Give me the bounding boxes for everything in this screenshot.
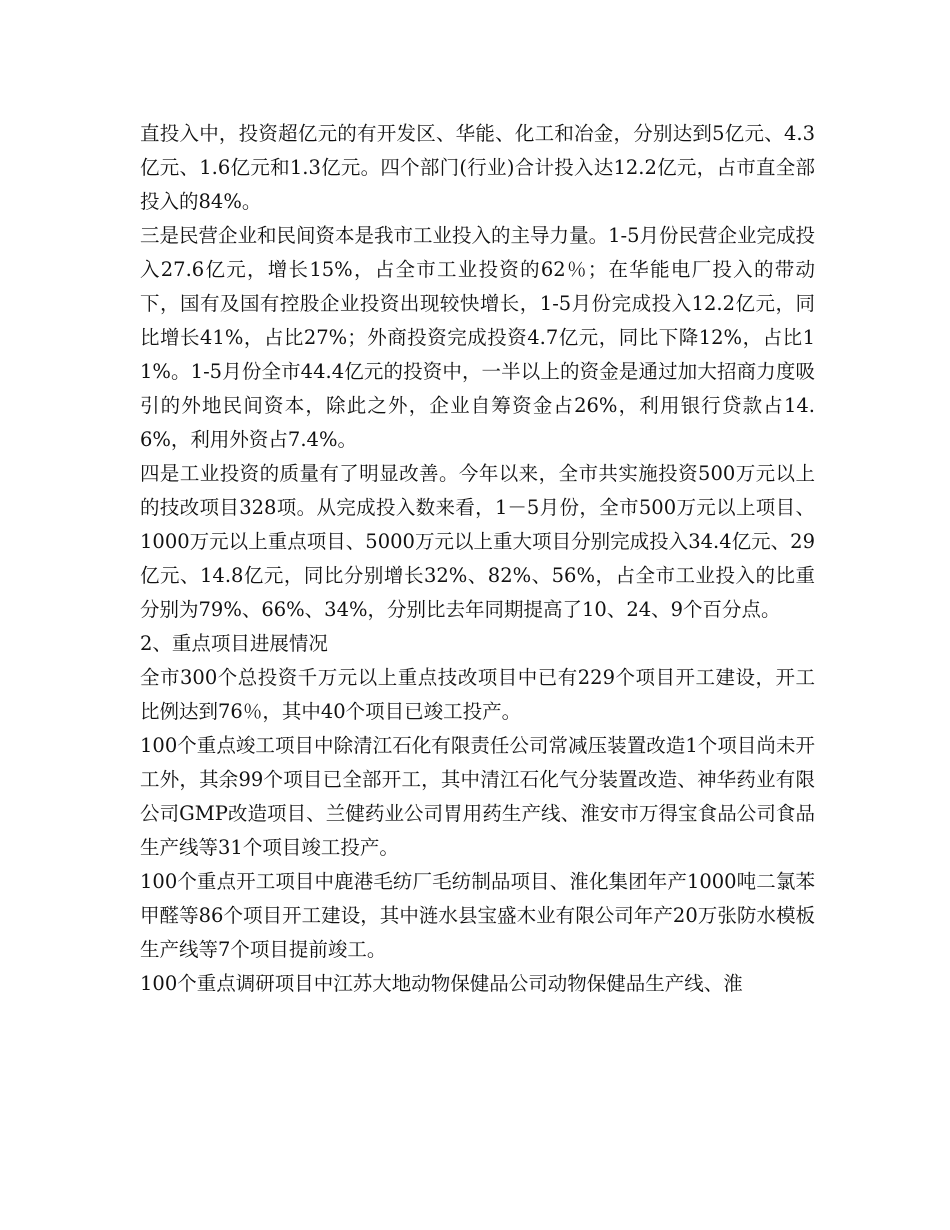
paragraph-private-enterprise: 三是民营企业和民间资本是我市工业投入的主导力量。1-5月份民营企业完成投入27.6亿元，增长15%，占全市工业投资的62％；在华能电厂投入的带动下，国有及国有控股企业投资出现较快增长，1-5月份完成投入12.2亿元，同比增长41%，占比27%；外商投资完成投资4.7亿元，同比下降12%，占比11%。1-5月份全市44.4亿元的投资中，一半以上的资金是通过加大招商力度吸引的外地民间资本，除此之外，企业自筹资金占26%，利用银行贷款占14.6%，利用外资占7.4%。 (140, 224, 815, 451)
document-body (140, 117, 815, 1001)
paragraph-investment-quality: 四是工业投资的质量有了明显改善。今年以来，全市共实施投资500万元以上的技改项目328项。从完成投入数来看，1－5月份，全市500万元以上项目、1000万元以上重点项目、5000万元以上重大项目分别完成投入34.4亿元、29亿元、14.8亿元，同比分别增长32%、82%、56%，占全市工业投入的比重分别为79%、66%、34%，分别比去年同期提高了10、24、9个百分点。 (140, 462, 815, 621)
paragraph-research-projects: 100个重点调研项目中江苏大地动物保健品公司动物保健品生产线、淮 (140, 972, 743, 995)
paragraph-key-projects: 全市300个总投资千万元以上重点技改项目中已有229个项目开工建设，开工比例达到76％，其中40个项目已竣工投产。 (140, 666, 815, 723)
paragraph-investment-sectors: 直投入中，投资超亿元的有开发区、华能、化工和冶金，分别达到5亿元、4.3亿元、1.6亿元和1.3亿元。四个部门(行业)合计投入达12.2亿元，占市直全部投入的84%。 (140, 122, 815, 213)
paragraph-start-projects: 100个重点开工项目中鹿港毛纺厂毛纺制品项目、淮化集团年产1000吨二氯苯甲醛等86个项目开工建设，其中涟水县宝盛木业有限公司年产20万张防水模板生产线等7个项目提前竣工。 (140, 870, 815, 961)
paragraph-completion-projects: 100个重点竣工项目中除清江石化有限责任公司常减压装置改造1个项目尚未开工外，其余99个项目已全部开工，其中清江石化气分装置改造、神华药业有限公司GMP改造项目、兰健药业公司胃用药生产线、淮安市万得宝食品公司食品生产线等31个项目竣工投产。 (140, 734, 815, 859)
section-heading: 2、重点项目进展情况 (140, 632, 328, 655)
